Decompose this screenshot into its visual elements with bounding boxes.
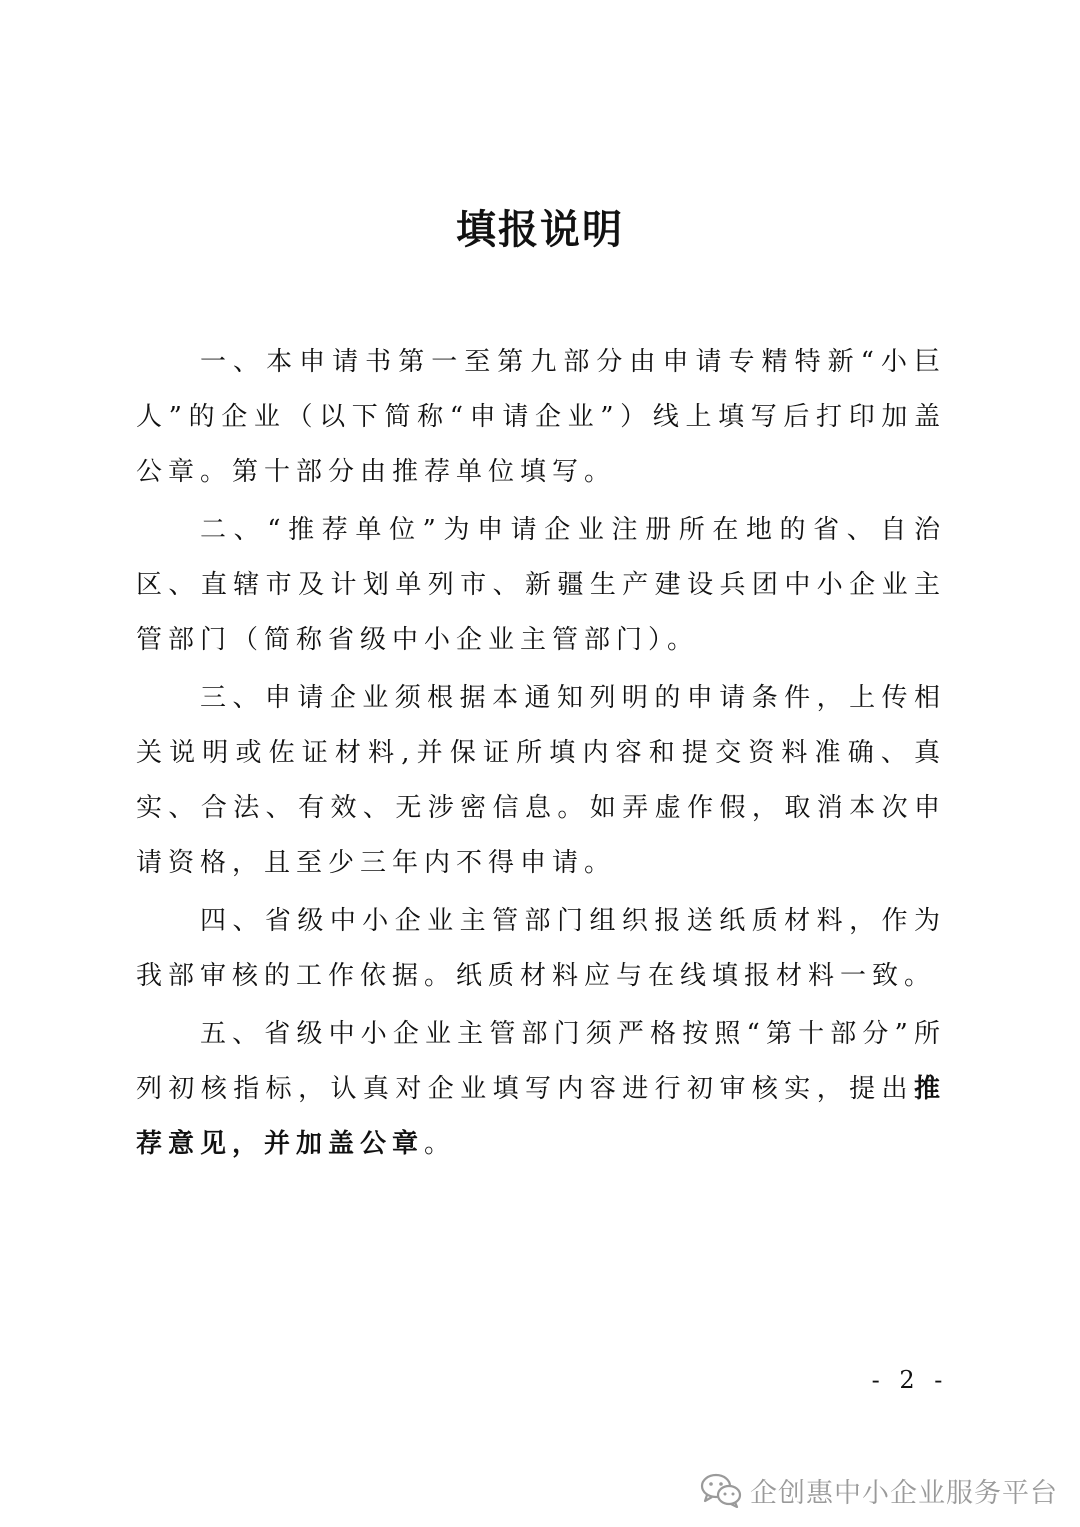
- paragraph-4: 四、省级中小企业主管部门组织报送纸质材料，作为我部审核的工作依据。纸质材料应与在线填报材料一致。: [136, 906, 946, 991]
- paragraph-1: 一、本申请书第一至第九部分由申请专精特新“小巨人”的企业（以下简称“申请企业”）线上填写后打印加盖公章。第十部分由推荐单位填写。: [136, 347, 946, 487]
- paragraph-5: [136, 1007, 946, 1172]
- document-title: 填报说明: [456, 206, 624, 253]
- watermark: [700, 1468, 1058, 1512]
- wechat-icon: [700, 1472, 742, 1508]
- paragraph-5-bold: 推荐意见，并加盖公章: [136, 1074, 946, 1159]
- paragraph-5-end: 。: [424, 1129, 457, 1159]
- document-body: [136, 335, 946, 1172]
- page-number: - 2 -: [871, 1366, 949, 1394]
- paragraph-3: 三、申请企业须根据本通知列明的申请条件，上传相关说明或佐证材料,并保证所填内容和提交资料准确、真实、合法、有效、无涉密信息。如弄虚作假，取消本次申请资格，且至少三年内不得申请。: [136, 683, 946, 878]
- watermark-text: 企创惠中小企业服务平台: [750, 1477, 1058, 1509]
- paragraph-2: 二、“推荐单位”为申请企业注册所在地的省、自治区、直辖市及计划单列市、新疆生产建设兵团中小企业主管部门（简称省级中小企业主管部门）。: [136, 515, 946, 655]
- paragraph-5-regular: 五、省级中小企业主管部门须严格按照“第十部分”所列初核指标，认真对企业填写内容进行初审核实，提出: [136, 1019, 946, 1104]
